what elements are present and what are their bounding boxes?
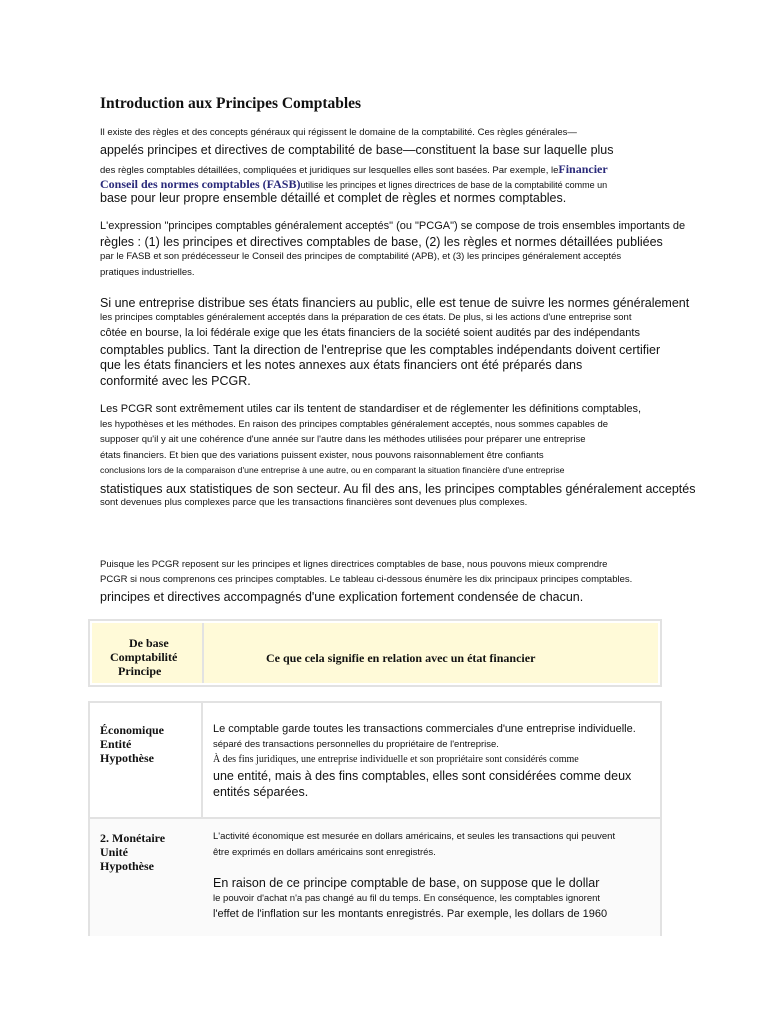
paragraph-1-line-4-text: utilise les principes et lignes directrices de base de la comptabilité comme un [300, 180, 608, 190]
header-principle-line-1: De base [129, 636, 169, 650]
table-header [88, 619, 662, 687]
paragraph-3-line-4: comptables publics. Tant la direction de l'entreprise que les comptables indépendants doivent certifier [100, 343, 661, 357]
paragraph-5-line-3: principes et directives accompagnés d'une explication fortement condensée de chacun. [100, 590, 584, 604]
row-2-label-line-3: Hypothèse [100, 859, 154, 873]
row-2-text-line-4: le pouvoir d'achat n'a pas changé au fil du temps. En conséquence, les comptables ignorent [213, 893, 601, 904]
row-1-text-line-3: À des fins juridiques, une entreprise individuelle et son propriétaire sont considérés comme [213, 754, 579, 765]
paragraph-4-line-5: conclusions lors de la comparaison d'une entreprise à une autre, ou en comparant la situation financière d'une entreprise [100, 465, 565, 475]
table-row [90, 703, 660, 815]
row-2-text-line-5: l'effet de l'inflation sur les montants enregistrés. Par exemple, les dollars de 1960 [213, 908, 608, 920]
page-title: Introduction aux Principes Comptables [100, 95, 362, 112]
paragraph-1-line-3-text: des règles comptables détaillées, compliquées et juridiques sur lesquelles elles sont basées. Par exemple, le [100, 165, 559, 176]
header-meaning-label: Ce que cela signifie en relation avec un état financier [266, 651, 536, 665]
paragraph-1-line-3 [100, 161, 608, 177]
paragraph-1-line-4 [100, 176, 607, 192]
paragraph-2-line-2: règles : (1) les principes et directives comptables de base, (2) les règles et normes détaillées publiées [100, 235, 663, 249]
paragraph-2-line-3: par le FASB et son prédécesseur le Conseil des principes de comptabilité (APB), et (3) les principes généralement acceptés [100, 251, 622, 262]
paragraph-4-line-7: sont devenues plus complexes parce que les transactions financières sont devenues plus complexes. [100, 497, 528, 508]
row-1-label-line-1: Économique [100, 723, 165, 737]
row-2-text-line-1: L'activité économique est mesurée en dollars américains, et seules les transactions qui peuvent [213, 831, 616, 842]
paragraph-3-line-5: que les états financiers et les notes annexes aux états financiers ont été préparés dans [100, 358, 583, 372]
paragraph-4-line-3: supposer qu'il y ait une cohérence d'une année sur l'autre dans les méthodes utilisées pour préparer une entreprise [100, 434, 586, 445]
paragraph-1-line-5: base pour leur propre ensemble détaillé et complet de règles et normes comptables. [100, 191, 567, 205]
row-1-label-line-2: Entité [100, 737, 132, 751]
paragraph-4-line-2: les hypothèses et les méthodes. En raison des principes comptables généralement acceptés, nous sommes capables de [100, 419, 609, 430]
header-cell-principle [92, 623, 204, 683]
paragraph-1-line-1: Il existe des règles et des concepts généraux qui régissent le domaine de la comptabilité. Ces règles générales— [100, 127, 577, 138]
header-principle-line-3: Principe [118, 664, 162, 678]
paragraph-2-line-1: L'expression "principes comptables généralement acceptés" (ou "PCGA") se compose de trois ensembles importants de [100, 220, 686, 232]
paragraph-5-line-2: PCGR si nous comprenons ces principes comptables. Le tableau ci-dessous énumère les dix principaux principes comptables. [100, 574, 633, 585]
row-1-text-line-1: Le comptable garde toutes les transactions commerciales d'une entreprise individuelle. [213, 723, 636, 735]
header-cell-meaning [204, 623, 658, 683]
principles-table [88, 701, 662, 936]
paragraph-3-line-2: les principes comptables généralement acceptés dans la préparation de ces états. De plus, si les actions d'une entreprise sont [100, 312, 632, 323]
paragraph-4-line-4: états financiers. Et bien que des variations puissent exister, nous pouvons raisonnablement être confiants [100, 450, 544, 461]
paragraph-5-line-1: Puisque les PCGR reposent sur les principes et lignes directrices comptables de base, nous pouvons mieux comprendre [100, 559, 608, 570]
row-2-text-line-3: En raison de ce principe comptable de base, on suppose que le dollar [213, 876, 600, 890]
row-2-text-line-2: être exprimés en dollars américains sont enregistrés. [213, 847, 436, 858]
paragraph-3-line-1: Si une entreprise distribue ses états financiers au public, elle est tenue de suivre les normes généralement [100, 296, 690, 310]
paragraph-2-line-4: pratiques industrielles. [100, 267, 195, 278]
row-2-label-line-1: 2. Monétaire [100, 831, 166, 845]
fasb-link[interactable]: Financier [558, 162, 608, 176]
paragraph-4-line-6: statistiques aux statistiques de son secteur. Au fil des ans, les principes comptables généralement acceptés [100, 482, 696, 496]
fasb-link-continued[interactable]: Conseil des normes comptables (FASB) [100, 177, 301, 191]
row-1-label-line-3: Hypothèse [100, 751, 154, 765]
paragraph-3-line-3: côtée en bourse, la loi fédérale exige que les états financiers de la société soient audités par des indépendants [100, 327, 640, 339]
row-1-text-line-2: séparé des transactions personnelles du propriétaire de l'entreprise. [213, 739, 499, 750]
row-1-text-line-4: une entité, mais à des fins comptables, elles sont considérées comme deux [213, 769, 632, 783]
header-principle-line-2: Comptabilité [110, 650, 178, 664]
table-row [90, 817, 660, 936]
paragraph-1-line-2: appelés principes et directives de comptabilité de base—constituent la base sur laquelle plus [100, 143, 614, 157]
paragraph-4-line-1: Les PCGR sont extrêmement utiles car ils tentent de standardiser et de réglementer les définitions comptables, [100, 403, 642, 415]
row-2-label-line-2: Unité [100, 845, 128, 859]
row-1-text-line-5: entités séparées. [213, 785, 309, 799]
paragraph-3-line-6: conformité avec les PCGR. [100, 374, 251, 388]
